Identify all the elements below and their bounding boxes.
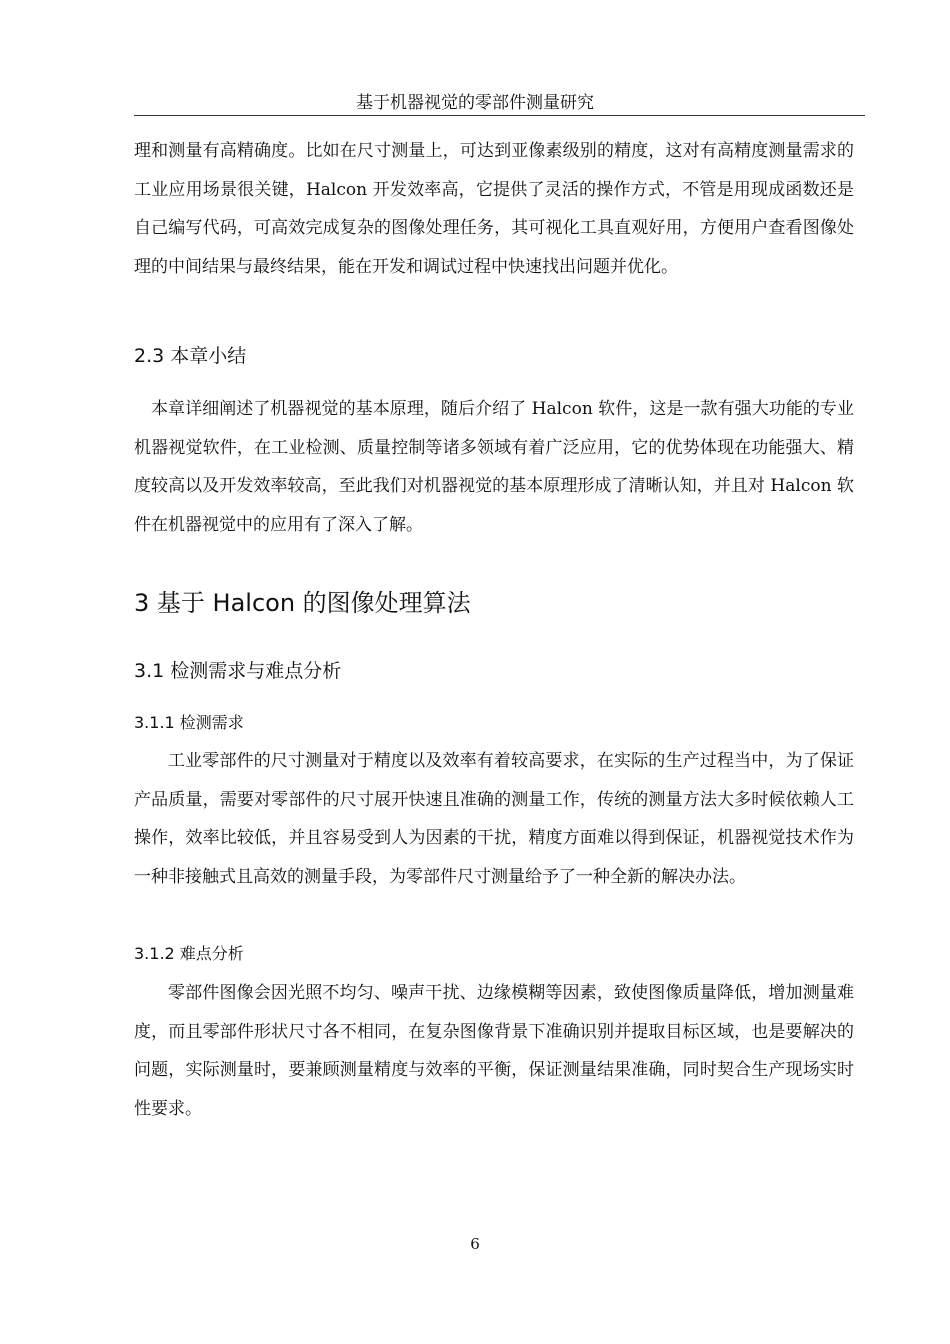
section-heading-3-1: 3.1 检测需求与难点分析 <box>134 660 342 682</box>
subsection-heading-3-1-1: 3.1.1 检测需求 <box>134 713 244 732</box>
paragraph-requirements: 工业零部件的尺寸测量对于精度以及效率有着较高要求，在实际的生产过程当中，为了保证产品质量，需要对零部件的尺寸展开快速且准确的测量工作，传统的测量方法大多时候依赖人工操作，效率比较低，并且容易受到人为因素的干扰，精度方面难以得到保证，机器视觉技术作为一种非接触式且高效的测量手段，为零部件尺寸测量给予了一种全新的解决办法。 <box>134 751 854 887</box>
paragraph-difficulties: 零部件图像会因光照不均匀、噪声干扰、边缘模糊等因素，致使图像质量降低，增加测量难度，而且零部件形状尺寸各不相同，在复杂图像背景下准确识别并提取目标区域，也是要解决的问题，实际测量时，要兼顾测量精度与效率的平衡，保证测量结果准确，同时契合生产现场实时性要求。 <box>134 983 854 1119</box>
header-rule <box>134 115 865 116</box>
section-heading-2-3: 2.3 本章小结 <box>134 345 247 367</box>
page-number: 6 <box>470 1235 480 1253</box>
chapter-heading-3: 3 基于 Halcon 的图像处理算法 <box>134 589 471 617</box>
subsection-heading-3-1-2: 3.1.2 难点分析 <box>134 944 244 963</box>
paragraph-halcon-advantages: 理和测量有高精确度。比如在尺寸测量上，可达到亚像素级别的精度，这对有高精度测量需求的工业应用场景很关键，Halcon 开发效率高，它提供了灵活的操作方式，不管是用现成函数还是自己编写代码，可高效完成复杂的图像处理任务，其可视化工具直观好用，方便用户查看图像处理的中间结果与最终结果，能在开发和调试过程中快速找出问题并优化。 <box>134 141 854 277</box>
running-header: 基于机器视觉的零部件测量研究 <box>356 93 594 113</box>
paragraph-chapter-summary: 本章详细阐述了机器视觉的基本原理，随后介绍了 Halcon 软件，这是一款有强大功能的专业机器视觉软件，在工业检测、质量控制等诸多领域有着广泛应用，它的优势体现在功能强大、精度较高以及开发效率较高，至此我们对机器视觉的基本原理形成了清晰认知，并且对 Halcon 软件在机器视觉中的应用有了深入了解。 <box>134 399 854 535</box>
